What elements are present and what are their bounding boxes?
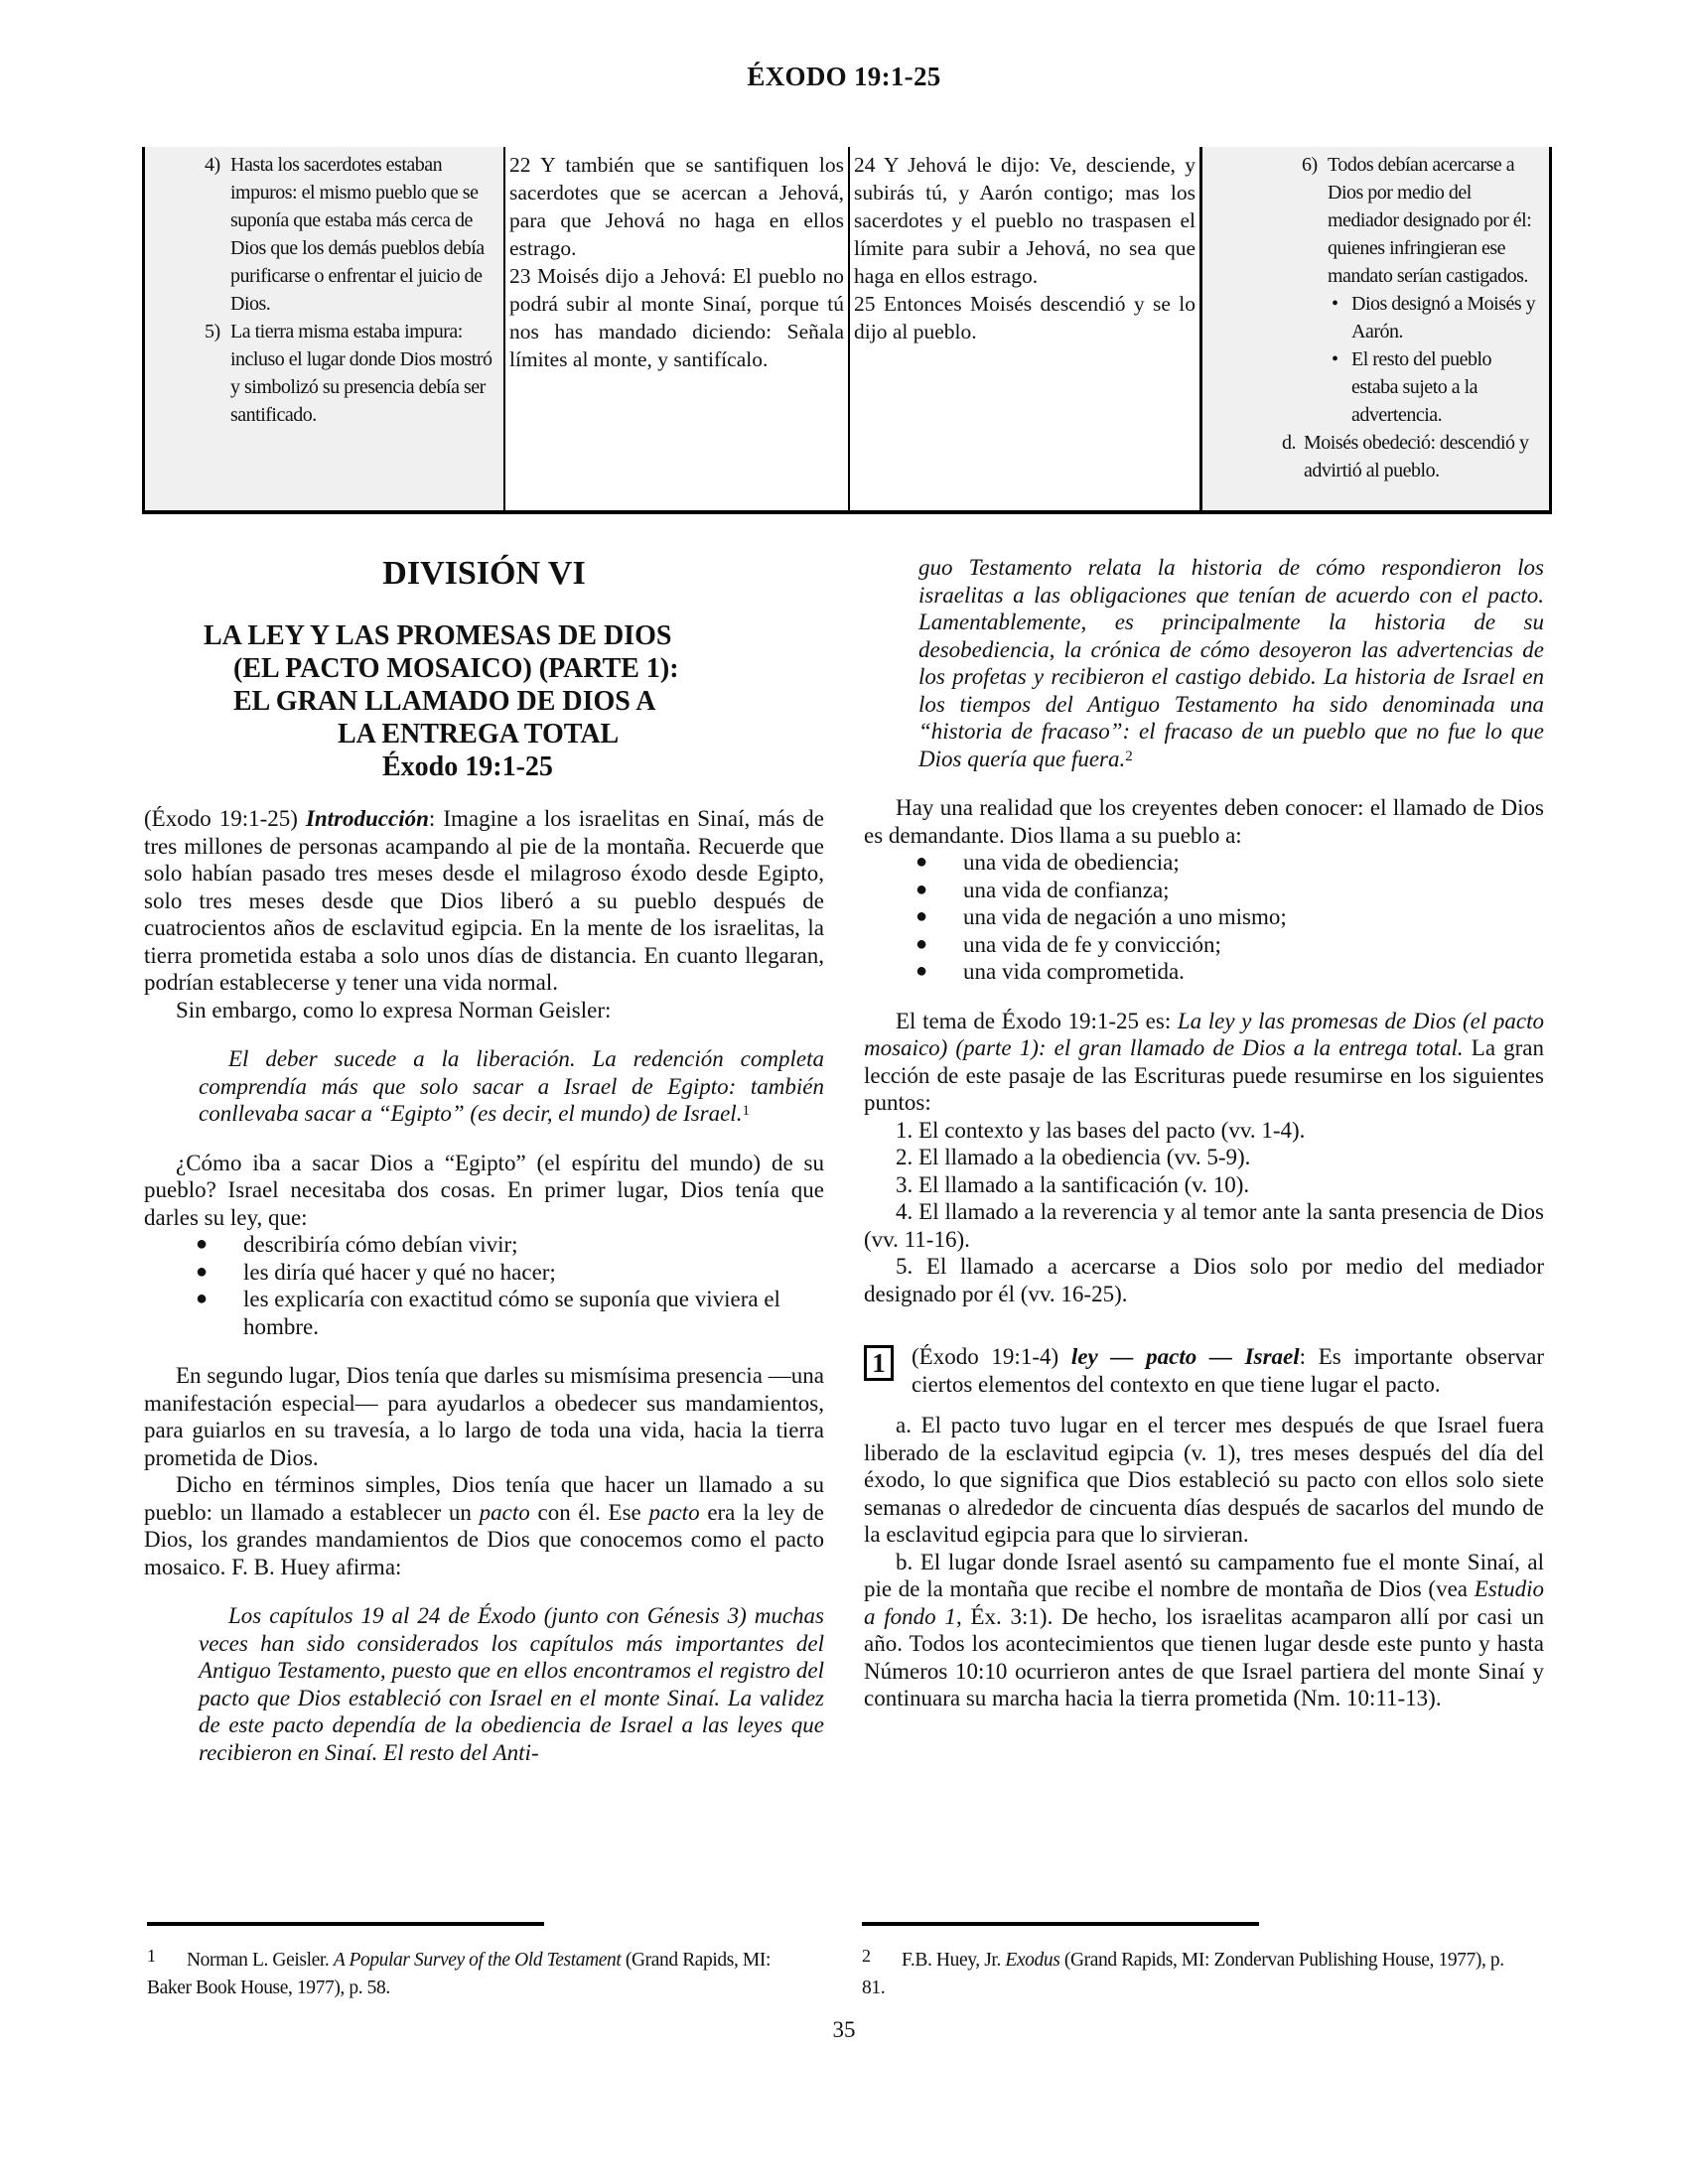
- bullet-item: [1326, 345, 1539, 429]
- point-item: 1. El contexto y las bases del pacto (vv. 1-4).: [896, 1117, 1306, 1143]
- section-title: [144, 619, 824, 783]
- bullet-icon: ●: [915, 878, 928, 900]
- paragraph: a. El pacto tuvo lugar en el tercer mes después de que Israel fuera liberado de la esclavitud egipcia (v. 1), tres meses después del día del éxodo, lo que significa que Dios estableció su pacto con ellos solo siete semanas o alrededor de cincuenta días después de sacarlos del mundo de la esclavitud egipcia para que lo sirvieran.: [864, 1413, 1544, 1547]
- theme-paragraph: El tema de Éxodo 19:1-25 es: La ley y las promesas de Dios (el pacto mosaico) (parte 1): el gran llamado de Dios a la entrega total. La gran lección de este pasaje de las Escrituras puede resumirse en los siguientes puntos:: [864, 1008, 1544, 1115]
- verse: 22 Y también que se santifiquen los sacerdotes que se acercan a Jehová, para que Jehová no haga en ellos estrago.: [509, 153, 844, 260]
- bullet-icon: ●: [196, 1233, 209, 1255]
- item-number: 5): [205, 321, 220, 342]
- point-number-box: 1: [864, 1345, 894, 1381]
- item-number: 4): [205, 154, 220, 176]
- paragraph: Dicho en términos simples, Dios tenía que hacer un llamado a su pueblo: un llamado a establecer un pacto con él. Ese pacto era la ley de Dios, los grandes mandamientos de Dios que conocemos como el pacto mosaico. F. B. Huey afirma:: [144, 1472, 825, 1579]
- paragraph: Sin embargo, como lo expresa Norman Geisler:: [176, 997, 612, 1023]
- item-number: 6): [1302, 154, 1318, 176]
- paragraph: ¿Cómo iba a sacar Dios a “Egipto” (el espíritu del mundo) de su pueblo? Israel necesitaba dos cosas. En primer lugar, Dios tenía que darles su ley, que:: [144, 1150, 824, 1230]
- bullet-icon: •: [1332, 348, 1338, 370]
- scripture-column-right: [850, 147, 1202, 510]
- bullet-item: ● una vida de confianza;: [864, 877, 1544, 904]
- title-line: EL GRAN LLAMADO DE DIOS A: [233, 686, 656, 717]
- outline-item: [205, 151, 495, 318]
- footnote-divider: [862, 1922, 1259, 1926]
- outline-item: [1302, 151, 1539, 290]
- footnote-divider: [147, 1922, 544, 1926]
- point-item: 3. El llamado a la santificación (v. 10).: [896, 1171, 1250, 1197]
- bullet-item: ● una vida de obediencia;: [864, 849, 1544, 877]
- footnote: 1 Norman L. Geisler. A Popular Survey of the Old Testament (Grand Rapids, MI: Baker Book House, 1977), p. 58.: [147, 1942, 802, 2002]
- item-letter: d.: [1282, 432, 1296, 454]
- outline-item: [1282, 429, 1539, 484]
- bullet-icon: ●: [915, 851, 928, 873]
- division-heading: DIVISIÓN VI: [382, 555, 586, 592]
- bullet-icon: ●: [915, 932, 928, 955]
- verse: 24 Y Jehová le dijo: Ve, desciende, y subirás tú, y Aarón contigo; mas los sacerdotes y el pueblo no traspasen el límite para subir a Jehová, no sea que haga en ellos estrago.: [854, 153, 1196, 288]
- outline-item: [205, 318, 495, 429]
- item-text: Hasta los sacerdotes estaban impuros: el mismo pueblo que se suponía que estaba más cerca de Dios que los demás pueblos debía purificarse o enfrentar el juicio de Dios.: [230, 154, 485, 315]
- item-text: Moisés obedeció: descendió y advirtió al pueblo.: [1304, 432, 1529, 481]
- scripture-column-left: [505, 147, 850, 510]
- bullet-list: [864, 849, 1544, 986]
- point-item: 4. El llamado a la reverencia y al temor ante la santa presencia de Dios (vv. 11-16).: [864, 1199, 1544, 1252]
- intro-label: Introducción: [305, 806, 429, 831]
- block-quote: El deber sucede a la liberación. La redención completa comprendía más que solo sacar a Israel de Egipto: también conllevaba sacar a “Egipto” (es decir, el mundo) de Israel.$^1$: [199, 1046, 824, 1126]
- title-line: (EL PACTO MOSAICO) (PARTE 1):: [233, 653, 679, 684]
- item-text: Todos debían acercarse a Dios por medio del mediador designado por él: quienes infringieran ese mandato serían castigados.: [1328, 154, 1532, 287]
- verse: 23 Moisés dijo a Jehová: El pueblo no podrá subir al monte Sinaí, porque tú nos has mandado diciendo: Señala límites al monte, y santifícalo.: [509, 264, 844, 371]
- bullet-icon: ●: [196, 1260, 209, 1283]
- bullet-item: ● una vida de negación a uno mismo;: [864, 903, 1544, 931]
- running-head: ÉXODO 19:1-25: [747, 62, 941, 91]
- intro-paragraph: (Éxodo 19:1-25) Introducción: Imagine a los israelitas en Sinaí, más de tres millones de personas acampando al pie de la montaña. Recuerde que solo habían pasado tres meses desde el milagroso éxodo desde Egipto, solo tres meses desde que Dios liberó a su pueblo después de cuatrocientos años de esclavitud egipcia. En la mente de los israelitas, la tierra prometida estaba a solo unos días de distancia. En cuanto llegaran, podrían establecerse y tener una vida normal.: [144, 806, 824, 995]
- footnote-ref[interactable]: 1: [742, 1103, 750, 1119]
- bullet-item: ● les explicaría con exactitud cómo se suponía que viviera el hombre.: [144, 1286, 824, 1340]
- bullet-icon: ●: [196, 1288, 209, 1309]
- bullet-icon: ●: [915, 905, 928, 927]
- numbered-points: [864, 1117, 1544, 1308]
- paragraph: En segundo lugar, Dios tenía que darles su mismísima presencia —una manifestación especial— para ayudarlos a obedecer sus mandamientos, para guiarlos en su travesía, a lo largo de toda una vida, hacia la tierra prometida de Dios.: [144, 1363, 824, 1470]
- point-item: 5. El llamado a acercarse a Dios solo por medio del mediador designado por él (vv. 16-25).: [864, 1254, 1544, 1306]
- bullet-item: ● les diría qué hacer y qué no hacer;: [144, 1259, 824, 1287]
- bullet-item: ● una vida comprometida.: [864, 958, 1544, 986]
- outline-column-left: [145, 147, 505, 510]
- keywords: ley — pacto — Israel: [1070, 1344, 1300, 1369]
- block-quote-continued: guo Testamento relata la historia de cómo respondieron los israelitas a las obligaciones que tenían de acuerdo con el pacto. Lamentablemente, es principalmente la historia de su desobediencia, la crónica de cómo desoyeron las advertencias de los profetas y recibieron el castigo debido. La historia de Israel en los tiempos del Antiguo Testamento ha sido denominada una “historia de fracaso”: el fracaso de un pueblo que no fue lo que Dios quería que fuera.$^2$: [918, 555, 1544, 771]
- paragraph: b. El lugar donde Israel asentó su campamento fue el monte Sinaí, al pie de la montaña que recibe el nombre de montaña de Dios (vea Estudio a fondo 1, Éx. 3:1). De hecho, los israelitas acamparon allí por casi un año. Todos los acontecimientos que tienen lugar desde este punto y hasta Números 10:10 ocurrieron antes de que Israel partiera del monte Sinaí y continuara su marcha hacia la tierra prometida (Nm. 10:11-13).: [864, 1549, 1544, 1710]
- bullet-icon: ●: [915, 960, 928, 982]
- title-line: LA ENTREGA TOTAL: [338, 719, 620, 750]
- footnote-number: 1: [147, 1946, 156, 1966]
- outline-table: [142, 147, 1552, 514]
- bullet-icon: •: [1332, 293, 1338, 315]
- cross-reference: Estudio a fondo 1: [864, 1576, 1544, 1629]
- footnote: 2 F.B. Huey, Jr. Exodus (Grand Rapids, MI: Zondervan Publishing House, 1977), p. 81.: [862, 1942, 1517, 2002]
- item-text: La tierra misma estaba impura: incluso el lugar donde Dios mostró y simbolizó su presencia debía ser santificado.: [230, 321, 492, 426]
- paragraph: Hay una realidad que los creyentes deben conocer: el llamado de Dios es demandante. Dios llama a su pueblo a:: [864, 795, 1544, 848]
- bullet-item: ● una vida de fe y convicción;: [864, 931, 1544, 959]
- right-column: [864, 554, 1544, 1712]
- outline-column-right: [1202, 147, 1549, 510]
- bullet-item: ● describiría cómo debían vivir;: [144, 1231, 824, 1259]
- point-item: 2. El llamado a la obediencia (vv. 5-9).: [896, 1145, 1251, 1169]
- title-reference: Éxodo 19:1-25: [382, 751, 553, 782]
- title-line: LA LEY Y LAS PROMESAS DE DIOS: [204, 620, 672, 651]
- block-quote: Los capítulos 19 al 24 de Éxodo (junto con Génesis 3) muchas veces han sido considerados los capítulos más importantes del Antiguo Testamento, puesto que en ellos encontramos el registro del pacto que Dios estableció con Israel en el monte Sinaí. La validez de este pacto dependía de la obediencia de Israel a las leyes que recibieron en Sinaí. El resto del Anti-: [199, 1603, 824, 1765]
- bullet-list: [144, 1231, 824, 1340]
- left-column: [144, 554, 824, 1766]
- footnote-ref[interactable]: 2: [1125, 748, 1133, 764]
- bullet-item: [1326, 290, 1539, 345]
- bullet-text: Dios designó a Moisés y Aarón.: [1351, 293, 1536, 342]
- bullet-text: El resto del pueblo estaba sujeto a la advertencia.: [1351, 348, 1492, 426]
- outline-bullets: [1326, 290, 1539, 429]
- footnote-number: 2: [862, 1946, 871, 1966]
- section-1-intro: 1 (Éxodo 19:1-4) ley — pacto — Israel: Es importante observar ciertos elementos del contexto en que tiene lugar el pacto.: [864, 1343, 1544, 1398]
- verse: 25 Entonces Moisés descendió y se lo dijo al pueblo.: [854, 292, 1196, 343]
- page-number: 35: [832, 2017, 856, 2042]
